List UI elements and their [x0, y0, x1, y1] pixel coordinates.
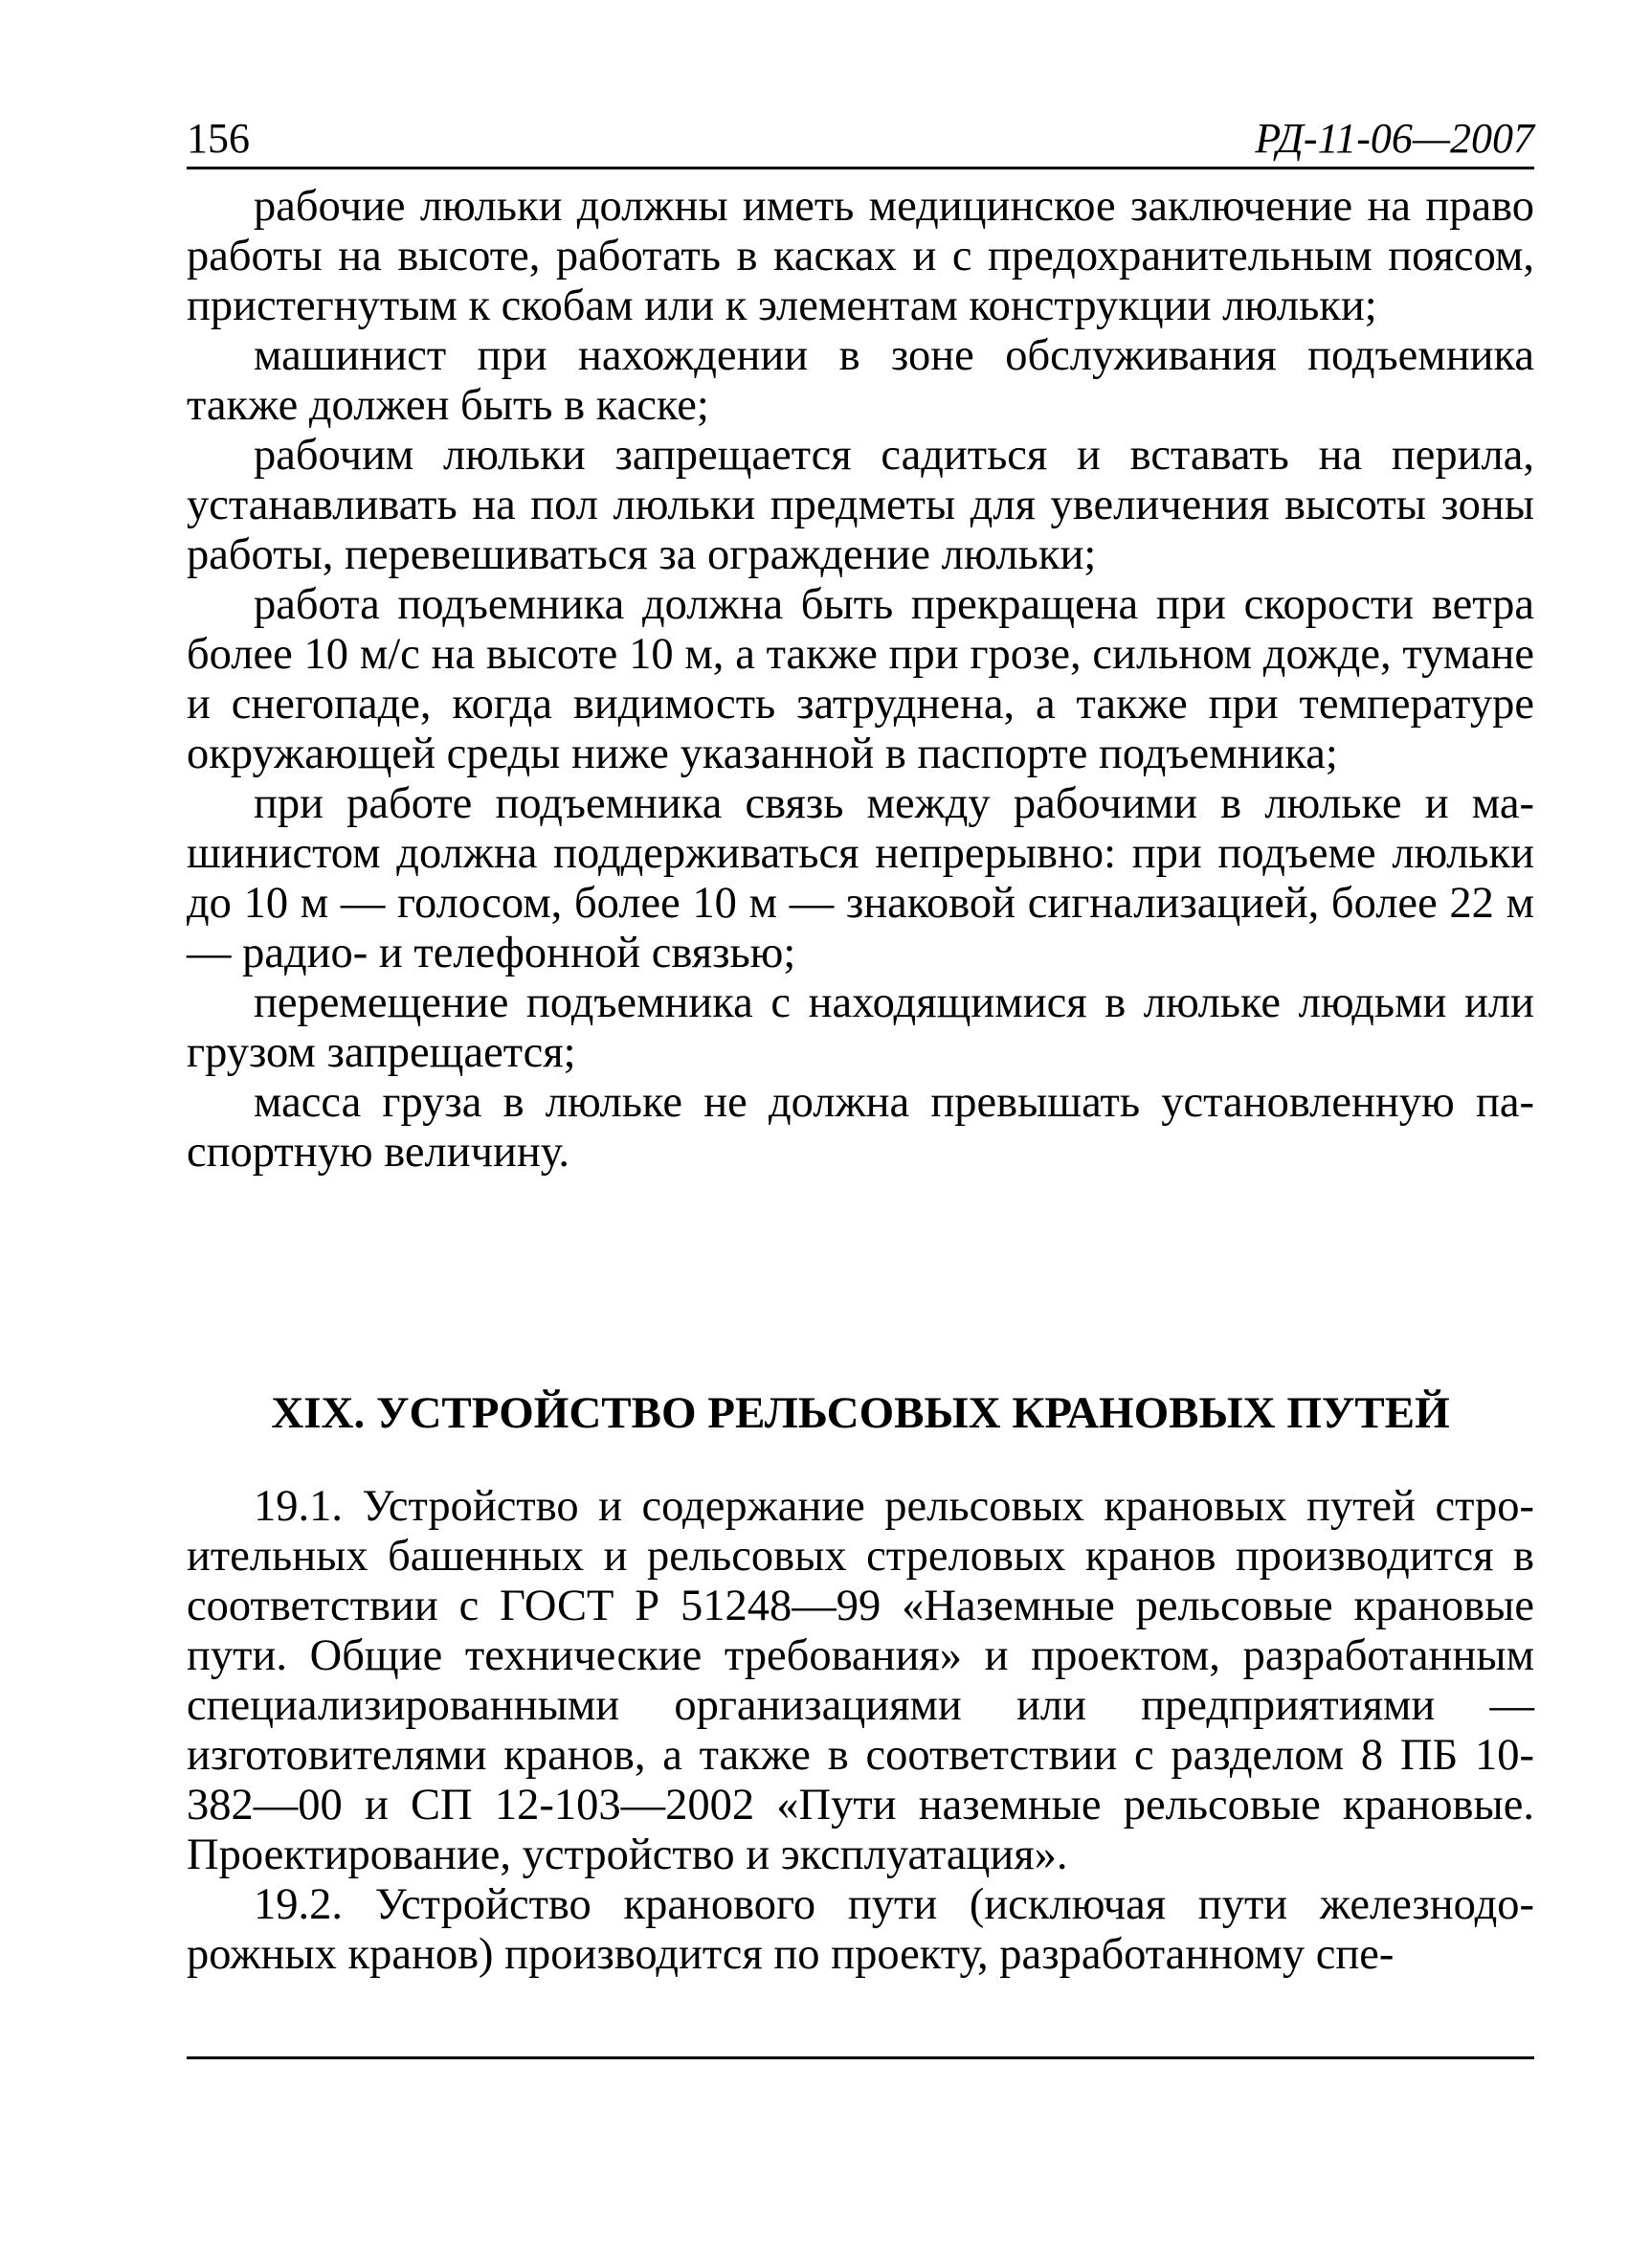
bottom-rule	[187, 2056, 1534, 2059]
paragraph-operator-helmet: машинист при нахождении в зоне обслуживания подъемника также должен быть в каске;	[187, 331, 1534, 430]
paragraph-19-2: 19.2. Устройство кранового пути (исключая пути железнодорожных кранов) производится по проекту, разработанному спе-	[187, 1880, 1534, 1979]
running-header	[187, 107, 1534, 169]
paragraph-moving-prohibition: перемещение подъемника с находящимися в люльке людьми или грузом запрещается;	[187, 978, 1534, 1077]
intro-text-block	[187, 182, 1534, 1178]
document-code: РД-11-06—2007	[1255, 115, 1534, 162]
paragraph-weather-stop: работа подъемника должна быть прекращена при скорости ветра более 10 м/с на высоте 10 м, а также при грозе, сильном дожде, тумане и снегопаде, когда видимость затруднена, а также при температуре окружающей среды ниже указанной в паспорте подъемника;	[187, 580, 1534, 778]
paragraph-communication: при работе подъемника связь между рабочими в люльке и машинистом должна поддерживаться непрерывно: при подъеме люльки до 10 м — голосом, более 10 м — знаковой сигнализацией, более 22 м — радио- и телефонной связью;	[187, 779, 1534, 977]
section-text-block	[187, 1482, 1534, 1980]
page-number: 156	[187, 115, 250, 162]
paragraph-cradle-workers: рабочие люльки должны иметь медицинское заключение на право работы на высоте, работать в касках и с предохранительным поясом, пристегнутым к скобам или к элементам конструкции люльки;	[187, 182, 1534, 330]
section-heading: XIX. УСТРОЙСТВО РЕЛЬСОВЫХ КРАНОВЫХ ПУТЕЙ	[271, 1388, 1450, 1438]
paragraph-railing-prohibition: рабочим люльки запрещается садиться и вставать на перила, устанавливать на пол люльки предметы для увеличения высоты зоны работы, перевешиваться за ограждение люльки;	[187, 431, 1534, 579]
paragraph-load-mass: масса груза в люльке не должна превышать установленную паспортную величину.	[187, 1078, 1534, 1177]
paragraph-19-1: 19.1. Устройство и содержание рельсовых крановых путей строительных башенных и рельсовых стреловых кранов производится в соответствии с ГОСТ Р 51248—99 «Наземные рельсовые крановые пути. Общие технические требования» и проектом, разработанным специализированными организациями или предприятиями — изготовителями кранов, а также в соответствии с разделом 8 ПБ 10-382—00 и СП 12-103—2002 «Пути наземные рельсовые крановые. Проектирование, устройство и эксплуатация».	[187, 1482, 1534, 1879]
